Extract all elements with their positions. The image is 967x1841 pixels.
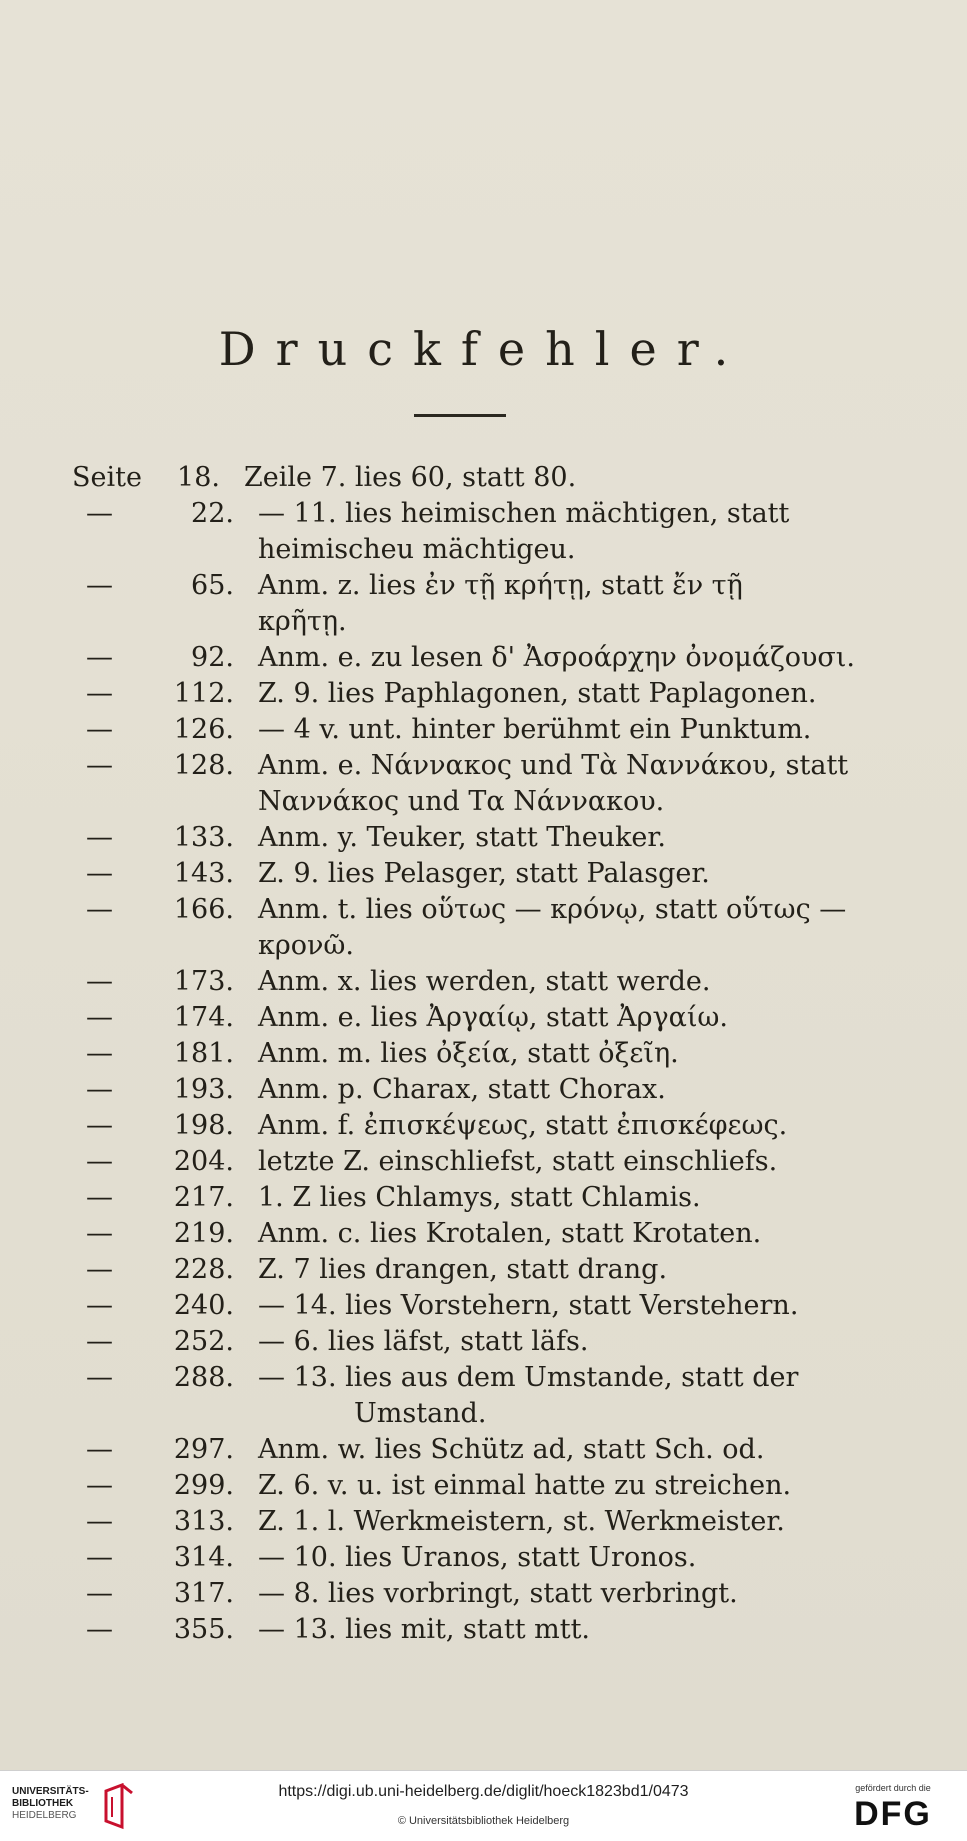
entry-page-number: 112.: [173, 678, 234, 709]
entry-page-number: 18.: [177, 462, 220, 493]
errata-entry: [72, 496, 862, 568]
errata-entry: [72, 1288, 862, 1324]
entry-correction: [244, 1324, 862, 1360]
entry-page-number: 143.: [173, 858, 234, 889]
errata-entry: [72, 820, 862, 856]
entry-line: Anm. w. lies Schütz ad, statt Sch. od.: [258, 1434, 765, 1465]
entry-correction: [244, 1108, 862, 1144]
entry-page-number: 204.: [173, 1146, 234, 1177]
errata-entry: [72, 568, 862, 640]
entry-correction: [244, 1360, 862, 1432]
entry-line: Anm. x. lies werden, statt werde.: [258, 966, 711, 997]
entry-correction: [244, 1468, 862, 1504]
entry-page-number: 193.: [173, 1074, 234, 1105]
entry-correction: [244, 1144, 862, 1180]
footer-bar: [0, 1770, 967, 1841]
entry-prefix: —: [86, 714, 113, 745]
entry-page-number: 355.: [173, 1614, 234, 1645]
entry-prefix: —: [86, 1470, 113, 1501]
entry-correction: [244, 1036, 862, 1072]
entry-prefix: —: [86, 1434, 113, 1465]
copyright-notice: © Universitätsbibliothek Heidelberg: [397, 1815, 570, 1827]
errata-entry: [72, 964, 862, 1000]
errata-entry: [72, 748, 862, 820]
entry-line: — 4 v. unt. hinter berühmt ein Punktum.: [258, 714, 812, 745]
entry-page-number: 228.: [173, 1254, 234, 1285]
entry-page-number: 217.: [173, 1182, 234, 1213]
entry-line: Umstand.: [354, 1398, 487, 1429]
entry-correction: [244, 1072, 862, 1108]
entry-line: — 14. lies Vorstehern, statt Verstehern.: [258, 1290, 799, 1321]
entry-line: Zeile 7. lies 60, statt 80.: [244, 462, 577, 493]
entry-correction: [244, 892, 862, 964]
errata-entry: [72, 1180, 862, 1216]
errata-entry: [72, 1432, 862, 1468]
entry-correction: [230, 460, 862, 496]
entry-prefix: —: [86, 498, 113, 529]
entry-line: Anm. t. lies οὕτως — κρόνῳ, statt οὕτως —: [258, 894, 847, 925]
entry-line: heimischeu mächtigeu.: [258, 534, 576, 565]
errata-entry: [72, 676, 862, 712]
entry-line: Anm. f. ἐπισκέψεως, statt ἐπισκέφεως.: [258, 1110, 788, 1141]
entry-page-number: 92.: [191, 642, 234, 673]
entry-line: — 13. lies mit, statt mtt.: [258, 1614, 591, 1645]
errata-entry: [72, 1036, 862, 1072]
entry-correction: [244, 1576, 862, 1612]
entry-prefix: —: [86, 1542, 113, 1573]
entry-line: Anm. y. Teuker, statt Theuker.: [258, 822, 666, 853]
entry-line: — 10. lies Uranos, statt Uronos.: [258, 1542, 697, 1573]
errata-entry: [72, 892, 862, 964]
errata-entry: [72, 1468, 862, 1504]
entry-page-number: 65.: [191, 570, 234, 601]
entry-line: — 13. lies aus dem Umstande, statt der: [258, 1362, 799, 1393]
entry-correction: [244, 964, 862, 1000]
entry-prefix: —: [86, 1218, 113, 1249]
entry-prefix: —: [86, 1290, 113, 1321]
entry-page-number: 219.: [173, 1218, 234, 1249]
entry-page-number: 128.: [173, 750, 234, 781]
entry-line: 1. Z lies Chlamys, statt Chlamis.: [258, 1182, 701, 1213]
errata-entry: [72, 640, 862, 676]
entry-page-number: 133.: [173, 822, 234, 853]
library-name-line1: UNIVERSITÄTS-: [12, 1786, 89, 1797]
entry-page-number: 314.: [173, 1542, 234, 1573]
errata-entry: [72, 1612, 862, 1648]
entry-prefix: —: [86, 642, 113, 673]
entry-prefix: —: [86, 1182, 113, 1213]
entry-correction: [244, 568, 862, 640]
library-name-line3: HEIDELBERG: [12, 1810, 77, 1821]
entry-correction: [244, 1180, 862, 1216]
entry-prefix: —: [86, 1146, 113, 1177]
errata-entry: [72, 460, 862, 496]
errata-entry: [72, 1144, 862, 1180]
entry-prefix: —: [86, 678, 113, 709]
entry-prefix: —: [86, 894, 113, 925]
entry-correction: [244, 1432, 862, 1468]
errata-entry: [72, 1252, 862, 1288]
errata-entry: [72, 1216, 862, 1252]
entry-page-number: 299.: [173, 1470, 234, 1501]
entry-prefix: —: [86, 822, 113, 853]
entry-page-number: 252.: [173, 1326, 234, 1357]
errata-entry: [72, 1360, 862, 1432]
entry-page-number: 173.: [173, 966, 234, 997]
entry-line: Z. 7 lies drangen, statt drang.: [258, 1254, 668, 1285]
entry-correction: [244, 1540, 862, 1576]
entry-line: Ναννάκος und Τα Νάννακου.: [258, 786, 665, 817]
entry-correction: [244, 1612, 862, 1648]
errata-entry: [72, 1108, 862, 1144]
entry-prefix: —: [86, 1578, 113, 1609]
entry-line: — 6. lies läfst, statt läfs.: [258, 1326, 589, 1357]
entry-correction: [244, 1216, 862, 1252]
entry-line: letzte Z. einschliefst, statt einschliefs.: [258, 1146, 778, 1177]
errata-entry: [72, 1540, 862, 1576]
entry-page-number: 174.: [173, 1002, 234, 1033]
entry-line: Z. 9. lies Paphlagonen, statt Paplagonen.: [258, 678, 817, 709]
errata-entry: [72, 1504, 862, 1540]
dfg-logo: DFG: [854, 1795, 932, 1833]
entry-line: — 8. lies vorbringt, statt verbringt.: [258, 1578, 738, 1609]
entry-page-number: 126.: [173, 714, 234, 745]
entry-prefix: Seite: [72, 462, 142, 493]
entry-correction: [244, 1000, 862, 1036]
entry-line: Anm. e. zu lesen δ' Ἀσροάρχην ὀνομάζουσι.: [258, 642, 855, 673]
funding-caption: gefördert durch die: [855, 1783, 931, 1793]
entry-correction: [244, 1504, 862, 1540]
entry-line: Anm. m. lies ὀξεία, statt ὀξεῖη.: [258, 1038, 679, 1069]
entry-line: Z. 6. v. u. ist einmal hatte zu streichen.: [258, 1470, 792, 1501]
entry-page-number: 22.: [191, 498, 234, 529]
permalink-url[interactable]: https://digi.ub.uni-heidelberg.de/diglit/hoeck1823bd1/0473: [278, 1783, 689, 1800]
entry-prefix: —: [86, 1038, 113, 1069]
entry-line: Z. 9. lies Pelasger, statt Palasger.: [258, 858, 710, 889]
entry-correction: [244, 748, 862, 820]
entry-prefix: —: [86, 1074, 113, 1105]
entry-line: κρῆτῃ.: [258, 606, 347, 637]
entry-correction: [244, 640, 862, 676]
entry-prefix: —: [86, 570, 113, 601]
entry-prefix: —: [86, 1110, 113, 1141]
entry-line: Anm. p. Charax, statt Chorax.: [258, 1074, 666, 1105]
errata-list: [72, 460, 862, 1648]
errata-entry: [72, 1072, 862, 1108]
entry-line: Z. 1. l. Werkmeistern, st. Werkmeister.: [258, 1506, 785, 1537]
entry-prefix: —: [86, 1614, 113, 1645]
entry-line: Anm. c. lies Krotalen, statt Krotaten.: [258, 1218, 762, 1249]
entry-prefix: —: [86, 1506, 113, 1537]
page-title: Druckfehler.: [218, 322, 749, 376]
entry-line: Anm. z. lies ἐν τῇ κρήτῃ, statt ἔν τῇ: [258, 570, 743, 601]
errata-entry: [72, 1576, 862, 1612]
entry-page-number: 313.: [173, 1506, 234, 1537]
entry-page-number: 317.: [173, 1578, 234, 1609]
entry-line: — 11. lies heimischen mächtigen, statt: [258, 498, 790, 529]
entry-page-number: 297.: [173, 1434, 234, 1465]
entry-prefix: —: [86, 750, 113, 781]
entry-page-number: 181.: [173, 1038, 234, 1069]
entry-prefix: —: [86, 1326, 113, 1357]
entry-prefix: —: [86, 1254, 113, 1285]
errata-entry: [72, 712, 862, 748]
entry-page-number: 198.: [173, 1110, 234, 1141]
entry-correction: [244, 712, 862, 748]
library-name-line2: BIBLIOTHEK: [12, 1798, 74, 1809]
entry-correction: [244, 1288, 862, 1324]
entry-correction: [244, 676, 862, 712]
entry-correction: [244, 820, 862, 856]
entry-correction: [244, 496, 862, 568]
errata-entry: [72, 856, 862, 892]
entry-page-number: 166.: [173, 894, 234, 925]
entry-prefix: —: [86, 1362, 113, 1393]
entry-line: κρονῶ.: [258, 930, 355, 961]
errata-entry: [72, 1000, 862, 1036]
title-rule: [414, 414, 506, 417]
entry-page-number: 288.: [173, 1362, 234, 1393]
entry-correction: [244, 1252, 862, 1288]
entry-line: Anm. e. lies Ἀργαίῳ, statt Ἀργαίω.: [258, 1002, 729, 1033]
errata-entry: [72, 1324, 862, 1360]
entry-correction: [244, 856, 862, 892]
entry-prefix: —: [86, 1002, 113, 1033]
entry-prefix: —: [86, 966, 113, 997]
entry-page-number: 240.: [173, 1290, 234, 1321]
entry-line: Anm. e. Νάννακος und Τὰ Ναννάκου, statt: [258, 750, 849, 781]
entry-prefix: —: [86, 858, 113, 889]
